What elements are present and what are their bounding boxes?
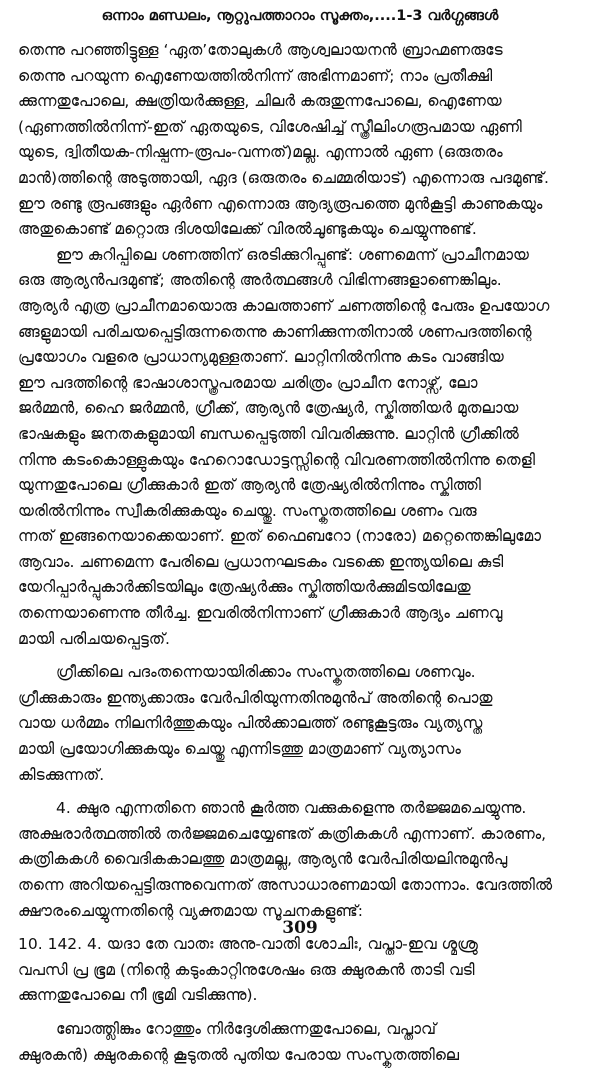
- text-line: ന്നത് ഇങ്ങനെയാക്കെയാണ്. ഇത് ഫൈബറോ (നാരോ) മറ്റെന്തെങ്കിലുമോ: [18, 527, 542, 546]
- text-line: ക്ഷുരകൻ) ക്ഷുരകന്റെ കൂടുതൽ പുതിയ പേരായ സംസ്കൃതത്തിലെ: [18, 1045, 460, 1064]
- paragraph: [18, 1017, 584, 1068]
- text-line: മായി പ്രയോഗിക്കുകയും ചെയ്തു എന്നിടത്തു മാത്രമാണ് വ്യത്യാസം: [18, 740, 461, 759]
- paragraph: [18, 38, 584, 243]
- text-line: ഈ രണ്ടു രൂപങ്ങളും ഏർണ എന്നൊരു ആദ്യരൂപത്തെ മുൻകൂട്ടി കാണുകയും: [18, 194, 543, 213]
- text-line: വായ ധർമ്മം നിലനിർത്തുകയും പിൽക്കാലത്ത് രണ്ടുകൂട്ടരും വ്യത്യസ്ത: [18, 714, 483, 733]
- text-line: ക്കുന്നതുപോലെ നീ ഭൂമി വടിക്കുന്നു).: [18, 986, 258, 1005]
- running-header: ഒന്നാം മണ്ഡലം, നൂറ്റുപത്താറാം സൂക്തം,....1-3 വർഗ്ഗങ്ങൾ: [101, 8, 499, 24]
- text-line: ഈ കുറിപ്പിലെ ശണത്തിന് ഒരടിക്കുറിപ്പുണ്ട്: ശണമെന്ന് പ്രാചീനമായ: [56, 245, 529, 264]
- paragraph: [18, 660, 584, 788]
- text-line: കിടക്കുന്നത്.: [18, 765, 105, 784]
- page-number: 309: [282, 918, 318, 938]
- text-line: മാൻ)ത്തിന്റെ അടുത്തായി, ഏദ (ഒരുതരം ചെമ്മരിയാട്) എന്നൊരു പദമുണ്ട്.: [18, 168, 549, 187]
- text-line: ഒരു ആര്യൻപദമുണ്ട്; അതിന്റെ അർത്ഥങ്ങൾ വിഭിന്നങ്ങളാണെങ്കിലും.: [18, 271, 502, 290]
- text-line: ഈ പദത്തിന്റെ ഭാഷാശാസ്ത്രപരമായ ചരിത്രം പ്രാചീന നോഴ്സ്, ലോ: [18, 373, 478, 392]
- text-line: പ്രയോഗം വളരെ പ്രാധാന്യമുള്ളതാണ്. ലാറ്റിനിൽനിന്നു കടം വാങ്ങിയ: [18, 348, 504, 367]
- text-line: വപസി പ്ര ഭൂമ (നിന്റെ കടുംകാറ്റിനുശേഷം ഒരു ക്ഷുരകൻ താടി വടി: [18, 960, 475, 979]
- text-line: കത്രികകൾ വൈദികകാലത്തു മാത്രമല്ല, ആര്യൻ വേർപിരിയലിനുമുൻപു: [18, 850, 508, 869]
- text-line: യുടെ, ദ്വിതീയക-നിഷ്പന്ന-രൂപം-വന്നത്)മല്ല. എന്നാൽ ഏണ (ഒരുതരം: [18, 143, 503, 162]
- body-text: [18, 38, 584, 1068]
- text-line: തെന്നു പറഞ്ഞിട്ടുള്ള ‘ഏത’തോലുകൾ ആശ്വലായനൻ ബ്രാഹ്മണരുടേ: [18, 41, 503, 59]
- text-line: ഭാഷകളും ജനതകളുമായി ബന്ധപ്പെടുത്തി വിവരിക്കുന്നു. ലാറ്റിൻ ഗ്രീക്കിൽ: [18, 424, 519, 443]
- text-line: തന്നെയാണെന്നു തീർച്ച. ഇവരിൽനിന്നാണ് ഗ്രീക്കുകാർ ആദ്യം ചണവു: [18, 604, 503, 623]
- text-line: (ഏണത്തിൽനിന്ന്-ഇത് ഏതയുടെ, വിശേഷിച്ച് സ്ത്രീലിംഗരൂപമായ ഏണി: [18, 117, 522, 136]
- text-line: യുന്നതുപോലെ ഗ്രീക്കുകാർ ഇത് ആര്യൻ ത്രേഷ്യരിൽനിന്നും സ്കിത്തി: [18, 476, 481, 495]
- text-line: ആവാം. ചണമെന്ന പേരിലെ പ്രധാനഘടകം വടക്കെ ഇന്ത്യയിലെ കുടി: [18, 552, 504, 571]
- verse-citation: [18, 932, 584, 1009]
- text-line: നിന്നു കടംകൊള്ളുകയും ഹേറൊഡോട്ടസ്സിന്റെ വിവരണത്തിൽനിന്നു തെളി: [18, 450, 535, 469]
- text-line: 10. 142. 4. യദാ തേ വാതഃ അനു-വാതി ശോചിഃ, വപ്താ-ഇവ ശ്മശ്രു: [18, 935, 478, 954]
- text-line: ആര്യർ എത്ര പ്രാചീനമായൊരു കാലത്താണ് ചണത്തിന്റെ പേരും ഉപയോഗ: [18, 296, 550, 315]
- text-line: യേറിപ്പാർപ്പുകാർക്കിടയിലും ത്രേഷ്യർക്കും സ്കിത്തിയർക്കുമിടയിലേതു: [18, 578, 471, 597]
- text-line: അക്ഷരാർത്ഥത്തിൽ തർജ്ജമചെയ്യേണ്ടത് കത്രികകൾ എന്നാണ്. കാരണം,: [18, 824, 547, 843]
- text-line: അതുകൊണ്ട് മറ്റൊരു ദിശയിലേക്ക് വിരൽചൂണ്ടുകയും ചെയ്യുന്നുണ്ട്.: [18, 220, 477, 239]
- text-line: ഗ്രീക്കുകാരും ഇന്ത്യക്കാരും വേർപിരിയുന്നതിനുമുൻപ് അതിന്റെ പൊതു: [18, 688, 493, 707]
- text-line: ഗ്രീക്കിലെ പദംതന്നെയായിരിക്കാം സംസ്കൃതത്തിലെ ശണവും.: [56, 663, 476, 682]
- text-line: തന്നെ അറിയപ്പെട്ടിരുന്നുവെന്നത് അസാധാരണമായി തോന്നാം. വേദത്തിൽ: [18, 876, 553, 894]
- text-line: യരിൽനിന്നും സ്വീകരിക്കുകയും ചെയ്തു. സംസ്കൃതത്തിലെ ശണം വരു: [18, 501, 477, 520]
- paragraph: [18, 796, 584, 924]
- text-line: മായി പരിചയപ്പെട്ടത്.: [18, 629, 170, 648]
- text-line: തെന്നു പറയുന്ന ഐണേയത്തിൽനിന്ന് അഭിന്നമാണ്; നാം പ്രതീക്ഷി: [18, 66, 493, 85]
- text-line: ക്ഷൗരംചെയ്യുന്നതിന്റെ വ്യക്തമായ സൂചനകളുണ്ട്:: [18, 901, 364, 920]
- text-line: ക്കുന്നതുപോലെ, ക്ഷത്രിയർക്കുള്ള, ചിലർ കരുതുന്നപോലെ, ഐണേയ: [18, 92, 502, 111]
- text-line: ജർമ്മൻ, ഹൈ ജർമ്മൻ, ഗ്രീക്ക്, ആര്യൻ ത്രേഷ്യർ, സ്കിത്തിയർ മുതലായ: [18, 399, 519, 418]
- text-line: ങ്ങളുമായി പരിചയപ്പെട്ടിരുന്നതെന്നു കാണിക്കുന്നതിനാൽ ശണപദത്തിന്റെ: [18, 322, 532, 341]
- text-line: ബോത്ത്ലിങ്കും റോത്തും നിർദ്ദേശിക്കുന്നതുപോലെ, വപ്താവ്: [56, 1019, 436, 1038]
- text-line: 4. ക്ഷുര എന്നതിനെ ഞാൻ കൂർത്ത വക്കുകളെന്നു തർജ്ജമചെയ്യുന്നു.: [56, 799, 527, 818]
- paragraph: [18, 243, 584, 653]
